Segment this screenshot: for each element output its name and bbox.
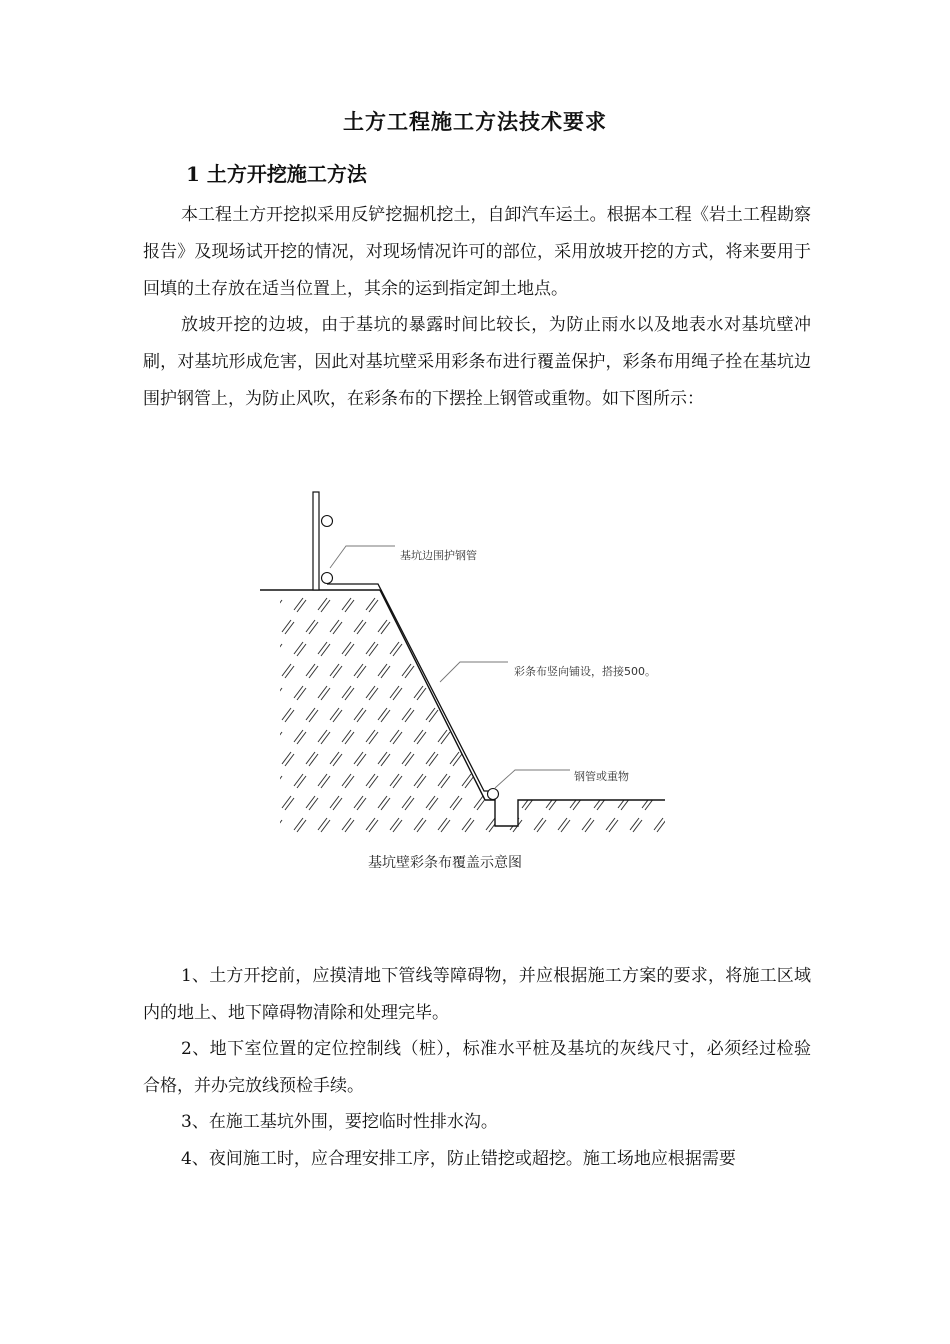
tarp-line <box>327 584 494 791</box>
ground-line-bottom <box>485 800 665 826</box>
leader-weight <box>495 770 570 788</box>
slope-protection-diagram <box>250 480 680 840</box>
section-heading: 1 土方开挖施工方法 <box>186 162 367 186</box>
label-weight: 钢管或重物 <box>574 770 629 783</box>
list-item: 2、地下室位置的定位控制线（桩），标准水平桩及基坑的灰线尺寸，必须经过检验合格，并办完放线预检手续。 <box>143 1039 811 1096</box>
body-paragraph: 放坡开挖的边坡，由于基坑的暴露时间比较长，为防止雨水以及地表水对基坑壁冲刷，对基坑形成危害，因此对基坑壁采用彩条布进行覆盖保护，彩条布用绳子拴在基坑边围护钢管上，为防止风吹，在彩条布的下摆拴上钢管或重物。如下图所示： <box>143 315 811 409</box>
leader-guardrail <box>330 546 395 568</box>
label-tarp: 彩条布竖向铺设，搭接500。 <box>514 665 656 678</box>
guardrail-pipe-upper <box>322 516 333 527</box>
leader-tarp <box>440 662 508 682</box>
weight-pipe <box>488 789 499 800</box>
guardrail-pipe-lower <box>322 573 333 584</box>
page-title: 土方工程施工方法技术要求 <box>343 109 607 134</box>
label-guardrail: 基坑边围护钢管 <box>400 549 477 562</box>
body-paragraph: 本工程土方开挖拟采用反铲挖掘机挖土，自卸汽车运土。根据本工程《岩土工程勘察报告》及现场试开挖的情况，对现场情况许可的部位，采用放坡开挖的方式，将来要用于回填的土存放在适当位置上，其余的运到指定卸土地点。 <box>143 205 811 299</box>
soil-hatch <box>270 598 678 832</box>
list-item: 1、土方开挖前，应摸清地下管线等障碍物，并应根据施工方案的要求，将施工区域内的地上、地下障碍物清除和处理完毕。 <box>143 966 811 1023</box>
figure-caption: 基坑壁彩条布覆盖示意图 <box>368 855 522 871</box>
slope-line <box>380 590 485 800</box>
guardrail-post <box>313 492 319 590</box>
list-item: 4、夜间施工时，应合理安排工序，防止错挖或超挖。施工场地应根据需要 <box>181 1149 736 1169</box>
list-item: 3、在施工基坑外围，要挖临时性排水沟。 <box>181 1112 498 1132</box>
